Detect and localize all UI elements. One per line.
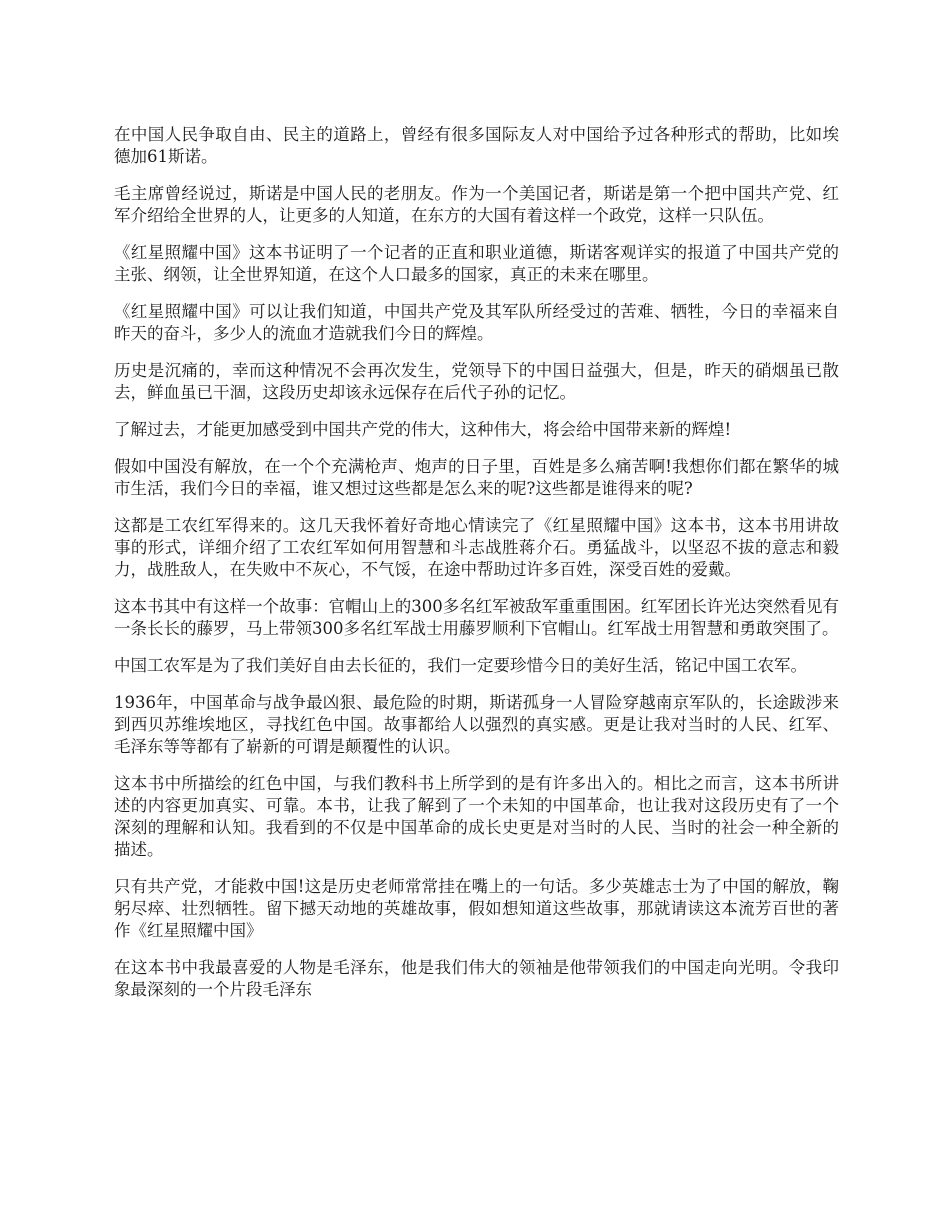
paragraph-14: 在这本书中我最喜爱的人物是毛泽东，他是我们伟大的领袖是他带领我们的中国走向光明。令我印象最深刻的一个片段毛泽东 bbox=[114, 958, 839, 999]
paragraph-6: 了解过去，才能更加感受到中国共产党的伟大，这种伟大，将会给中国带来新的辉煌! bbox=[114, 420, 732, 439]
paragraph-4: 《红星照耀中国》可以让我们知道，中国共产党及其军队所经受过的苦难、牺牲，今日的幸福来自昨天的奋斗，多少人的流血才造就我们今日的辉煌。 bbox=[114, 302, 839, 343]
paragraph-5: 历史是沉痛的，幸而这种情况不会再次发生，党领导下的中国日益强大，但是，昨天的硝烟虽已散去，鲜血虽已干涸，这段历史却该永远保存在后代子孙的记忆。 bbox=[114, 361, 839, 402]
paragraph-10: 中国工农军是为了我们美好自由去长征的，我们一定要珍惜今日的美好生活，铭记中国工农军。 bbox=[114, 656, 807, 675]
paragraph-13: 只有共产党，才能救中国!这是历史老师常常挂在嘴上的一句话。多少英雄志士为了中国的解放，鞠躬尽瘁、壮烈牺牲。留下撼天动地的英雄故事，假如想知道这些故事，那就请读这本流芳百世的著作《红星照耀中国》 bbox=[114, 877, 839, 940]
document-body bbox=[114, 124, 839, 1016]
paragraph-8: 这都是工农红军得来的。这几天我怀着好奇地心情读完了《红星照耀中国》这本书，这本书用讲故事的形式，详细介绍了工农红军如何用智慧和斗志战胜蒋介石。勇猛战斗，以坚忍不拔的意志和毅力，战胜敌人，在失败中不灰心，不气馁，在途中帮助过许多百姓，深受百姓的爱戴。 bbox=[114, 516, 839, 579]
paragraph-12: 这本书中所描绘的红色中国，与我们教科书上所学到的是有许多出入的。相比之而言，这本书所讲述的内容更加真实、可靠。本书，让我了解到了一个未知的中国革命，也让我对这段历史有了一个深刻的理解和认知。我看到的不仅是中国革命的成长史更是对当时的人民、当时的社会一种全新的描述。 bbox=[114, 774, 839, 859]
paragraph-7: 假如中国没有解放，在一个个充满枪声、炮声的日子里，百姓是多么痛苦啊!我想你们都在繁华的城市生活，我们今日的幸福，谁又想过这些都是怎么来的呢?这些都是谁得来的呢? bbox=[114, 457, 839, 498]
paragraph-2: 毛主席曾经说过，斯诺是中国人民的老朋友。作为一个美国记者，斯诺是第一个把中国共产党、红军介绍给全世界的人，让更多的人知道，在东方的大国有着这样一个政党，这样一只队伍。 bbox=[114, 184, 839, 225]
paragraph-3: 《红星照耀中国》这本书证明了一个记者的正直和职业道德，斯诺客观详实的报道了中国共产党的主张、纲领，让全世界知道，在这个人口最多的国家，真正的未来在哪里。 bbox=[114, 243, 839, 284]
paragraph-1: 在中国人民争取自由、民主的道路上，曾经有很多国际友人对中国给予过各种形式的帮助，比如埃德加61斯诺。 bbox=[114, 125, 839, 166]
paragraph-11: 1936年，中国革命与战争最凶狠、最危险的时期，斯诺孤身一人冒险穿越南京军队的，长途跋涉来到西贝苏维埃地区，寻找红色中国。故事都给人以强烈的真实感。更是让我对当时的人民、红军、毛泽东等等都有了崭新的可谓是颠覆性的认识。 bbox=[114, 693, 839, 756]
paragraph-9: 这本书其中有这样一个故事：官帽山上的300多名红军被敌军重重围困。红军团长许光达突然看见有一条长长的藤罗，马上带领300多名红军战士用藤罗顺利下官帽山。红军战士用智慧和勇敢突围了。 bbox=[114, 597, 839, 638]
